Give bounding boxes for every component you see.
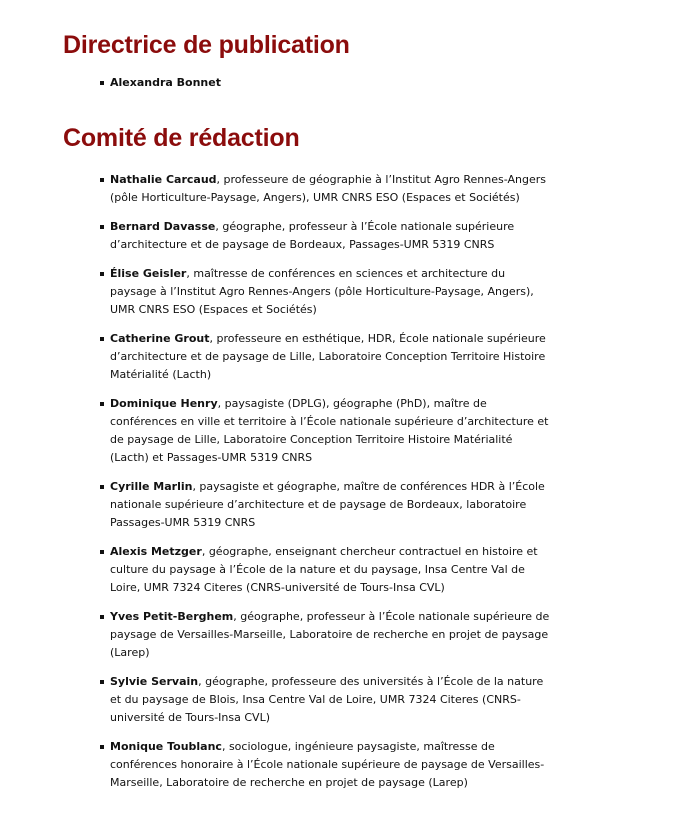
list-item xyxy=(110,608,550,662)
page-content xyxy=(63,0,663,803)
member-name: Bernard Davasse xyxy=(110,220,216,233)
member-name: Cyrille Marlin xyxy=(110,480,193,493)
member-name: Nathalie Carcaud xyxy=(110,173,217,186)
member-description: , professeure de géographie à l’Institut Agro Rennes-Angers (pôle Horticulture-Paysage, Angers), UMR CNRS ESO (Espaces et Sociétés) xyxy=(110,173,546,204)
list-item xyxy=(110,543,550,597)
member-description: , sociologue, ingénieure paysagiste, maîtresse de conférences honoraire à l’École nationale supérieure de paysage de Versailles-Marseille, Laboratoire de recherche en projet de paysage (Larep) xyxy=(110,740,545,789)
member-description: , maîtresse de conférences en sciences et architecture du paysage à l’Institut Agro Rennes-Angers (pôle Horticulture-Paysage, Angers), UMR CNRS ESO (Espaces et Sociétés) xyxy=(110,267,534,316)
list-item xyxy=(110,265,550,319)
member-name: Sylvie Servain xyxy=(110,675,199,688)
member-name: Alexandra Bonnet xyxy=(110,76,221,89)
member-description: , professeure en esthétique, HDR, École nationale supérieure d’architecture et de paysage de Lille, Laboratoire Conception Territoire Histoire Matérialité (Lacth) xyxy=(110,332,546,381)
member-name: Monique Toublanc xyxy=(110,740,222,753)
list-item xyxy=(110,673,550,727)
member-name: Dominique Henry xyxy=(110,397,218,410)
list-item xyxy=(110,395,550,467)
member-description: , géographe, professeur à l’École nationale supérieure de paysage de Versailles-Marseille, Laboratoire de recherche en projet de paysage (Larep) xyxy=(110,610,550,659)
member-name: Alexis Metzger xyxy=(110,545,202,558)
section-title-publication: Directrice de publication xyxy=(63,31,350,59)
list-item xyxy=(110,478,550,532)
member-description: , géographe, enseignant chercheur contractuel en histoire et culture du paysage à l’École de la nature et du paysage, Insa Centre Val de Loire, UMR 7324 Citeres (CNRS-université de Tours-Insa CVL) xyxy=(110,545,538,594)
list-item xyxy=(110,738,550,792)
member-name: Élise Geisler xyxy=(110,267,187,280)
redaction-list xyxy=(63,171,550,792)
list-item xyxy=(110,218,550,254)
list-item xyxy=(110,74,550,92)
member-name: Catherine Grout xyxy=(110,332,210,345)
member-description: , paysagiste et géographe, maître de conférences HDR à l’École nationale supérieure d’architecture et de paysage de Bordeaux, laboratoire Passages-UMR 5319 CNRS xyxy=(110,480,545,529)
list-item xyxy=(110,171,550,207)
member-name: Yves Petit-Berghem xyxy=(110,610,234,623)
publication-list xyxy=(63,74,550,92)
member-description: , paysagiste (DPLG), géographe (PhD), maître de conférences en ville et territoire à l’École nationale supérieure d’architecture et de paysage de Lille, Laboratoire Conception Territoire Histoire Matérialité (Lacth) et Passages-UMR 5319 CNRS xyxy=(110,397,549,464)
section-title-redaction: Comité de rédaction xyxy=(63,124,300,152)
member-description: , géographe, professeur à l’École nationale supérieure d’architecture et de paysage de Bordeaux, Passages-UMR 5319 CNRS xyxy=(110,220,515,251)
list-item xyxy=(110,330,550,384)
member-description: , géographe, professeure des universités à l’École de la nature et du paysage de Blois, Insa Centre Val de Loire, UMR 7324 Citeres (CNRS-université de Tours-Insa CVL) xyxy=(110,675,544,724)
